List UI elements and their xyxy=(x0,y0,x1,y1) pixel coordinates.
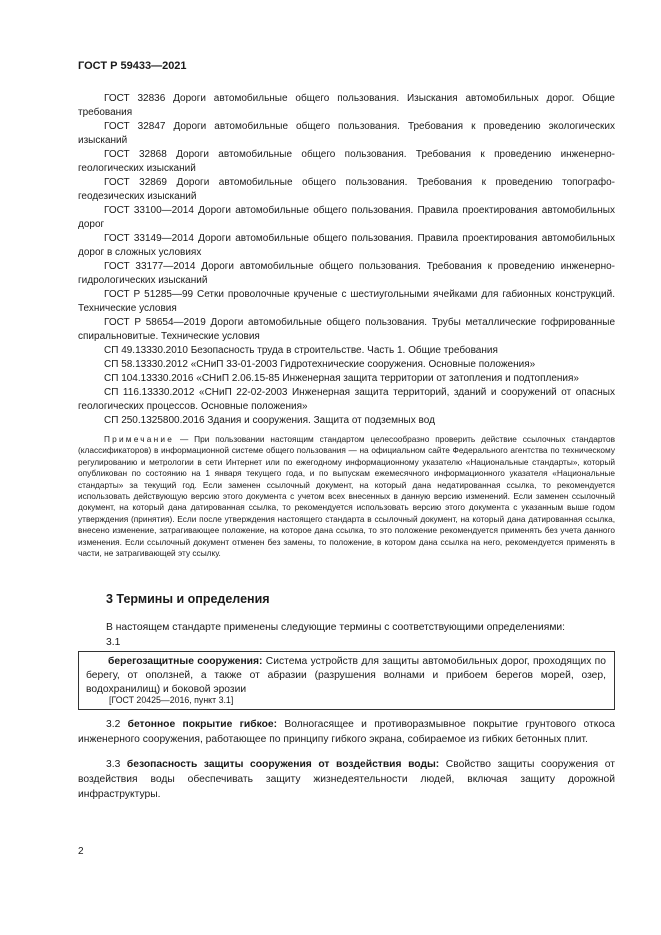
reference-list xyxy=(78,92,615,428)
reference-item: СП 49.13330.2010 Безопасность труда в строительстве. Часть 1. Общие требования xyxy=(104,345,498,356)
reference-item: ГОСТ Р 51285—99 Сетки проволочные крученые с шестиугольными ячейками для габионных конструкций. Технические условия xyxy=(78,289,615,314)
term-text: Свойство защиты сооружения от воздействия воды обеспечивать защиту жизнедеятельности людей, включая защиту дорожной инфраструктуры. xyxy=(78,759,615,800)
term-name: безопасность защиты сооружения от воздействия воды: xyxy=(126,759,440,770)
reference-item: ГОСТ 33149—2014 Дороги автомобильные общего пользования. Правила проектирования автомобильных дорог в сложных условиях xyxy=(78,233,615,258)
term-name: бетонное покрытие гибкое: xyxy=(127,719,278,730)
reference-item: СП 58.13330.2012 «СНиП 33-01-2003 Гидротехнические сооружения. Основные положения» xyxy=(104,359,536,370)
page-number: 2 xyxy=(78,846,84,857)
note-text: — При пользовании настоящим стандартом целесообразно проверить действие ссылочных стандартов (классификаторов) в информационной системе общего пользования — на официальном сайте Федерального агентства по техническому регулированию и метрологии в сети Интернет или по ежегодному информационному указателю «Национальные стандарты», который опубликован по состоянию на 1 января текущего года, и по выпускам ежемесячного информационного указателя «Национальные стандарты» за текущий год. Если заменен ссылочный документ, на который дана недатированная ссылка, то рекомендуется использовать действующую версию этого документа с учетом всех внесенных в данную версию изменений. Если заменен ссылочный документ, на который дана датированная ссылка, то рекомендуется использовать версию этого документа с указанным выше годом утверждения (принятия). Если после утверждения настоящего стандарта в ссылочный документ, на который дана датированная ссылка, внесено изменение, затрагивающее положение, на которое дана ссылка, то это положение рекомендуется применять без учета данного изменения. Если ссылочный документ отменен без замены, то положение, в котором дана ссылка на него, рекомендуется применять в части, не затрагивающей эту ссылку. xyxy=(78,434,615,559)
reference-item: ГОСТ 32836 Дороги автомобильные общего пользования. Изыскания автомобильных дорог. Общие требования xyxy=(78,93,615,118)
term-text: Волногасящее и противоразмывное покрытие грунтового откоса инженерного сооружения, работающее по принципу гибкого экрана, собираемое из гибких бетонных плит. xyxy=(78,719,615,745)
reference-item: ГОСТ 32868 Дороги автомобильные общего пользования. Требования к проведению инженерно-геологических изысканий xyxy=(78,149,615,174)
term-text: Система устройств для защиты автомобильных дорог, проходящих по берегу, от оползней, а также от абразии (разрушения волнами и прибоем берегов морей, озер, водохранилищ) и боковой эрозии xyxy=(86,656,606,695)
term-definition xyxy=(86,655,606,697)
reference-item: ГОСТ 32869 Дороги автомобильные общего пользования. Требования к проведению топографо-геодезических изысканий xyxy=(78,177,615,202)
term-number: 3.2 xyxy=(106,719,128,730)
note-label: Примечание xyxy=(104,434,175,444)
section-intro: В настоящем стандарте применены следующие термины с соответствующими определениями: xyxy=(106,622,566,633)
term-definition-box xyxy=(78,651,615,710)
section-title: 3 Термины и определения xyxy=(106,592,270,606)
reference-item: СП 116.13330.2012 «СНиП 22-02-2003 Инженерная защита территорий, зданий и сооружений от опасных геологических процессов. Основные положения» xyxy=(78,387,615,412)
reference-item: ГОСТ 32847 Дороги автомобильные общего пользования. Требования к проведению экологических изысканий xyxy=(78,121,615,146)
reference-item: СП 104.13330.2016 «СНиП 2.06.15-85 Инженерная защита территории от затопления и подтопления» xyxy=(104,373,579,384)
term-number: 3.3 xyxy=(106,759,127,770)
term-3-2 xyxy=(78,717,615,747)
term-3-3 xyxy=(78,757,615,802)
reference-item: ГОСТ 33100—2014 Дороги автомобильные общего пользования. Правила проектирования автомобильных дорог xyxy=(78,205,615,230)
term-source: [ГОСТ 20425—2016, пункт 3.1] xyxy=(109,695,234,705)
note-paragraph xyxy=(78,434,615,559)
term-name: берегозащитные сооружения: xyxy=(108,656,263,667)
reference-item: СП 250.1325800.2016 Здания и сооружения. Защита от подземных вод xyxy=(104,415,435,426)
reference-item: ГОСТ 33177—2014 Дороги автомобильные общего пользования. Требования к проведению инженерно-гидрологических изысканий xyxy=(78,261,615,286)
document-header: ГОСТ Р 59433—2021 xyxy=(78,60,187,72)
term-number: 3.1 xyxy=(106,637,121,648)
reference-item: ГОСТ Р 58654—2019 Дороги автомобильные общего пользования. Трубы металлические гофрированные спиральновитые. Технические условия xyxy=(78,317,615,342)
